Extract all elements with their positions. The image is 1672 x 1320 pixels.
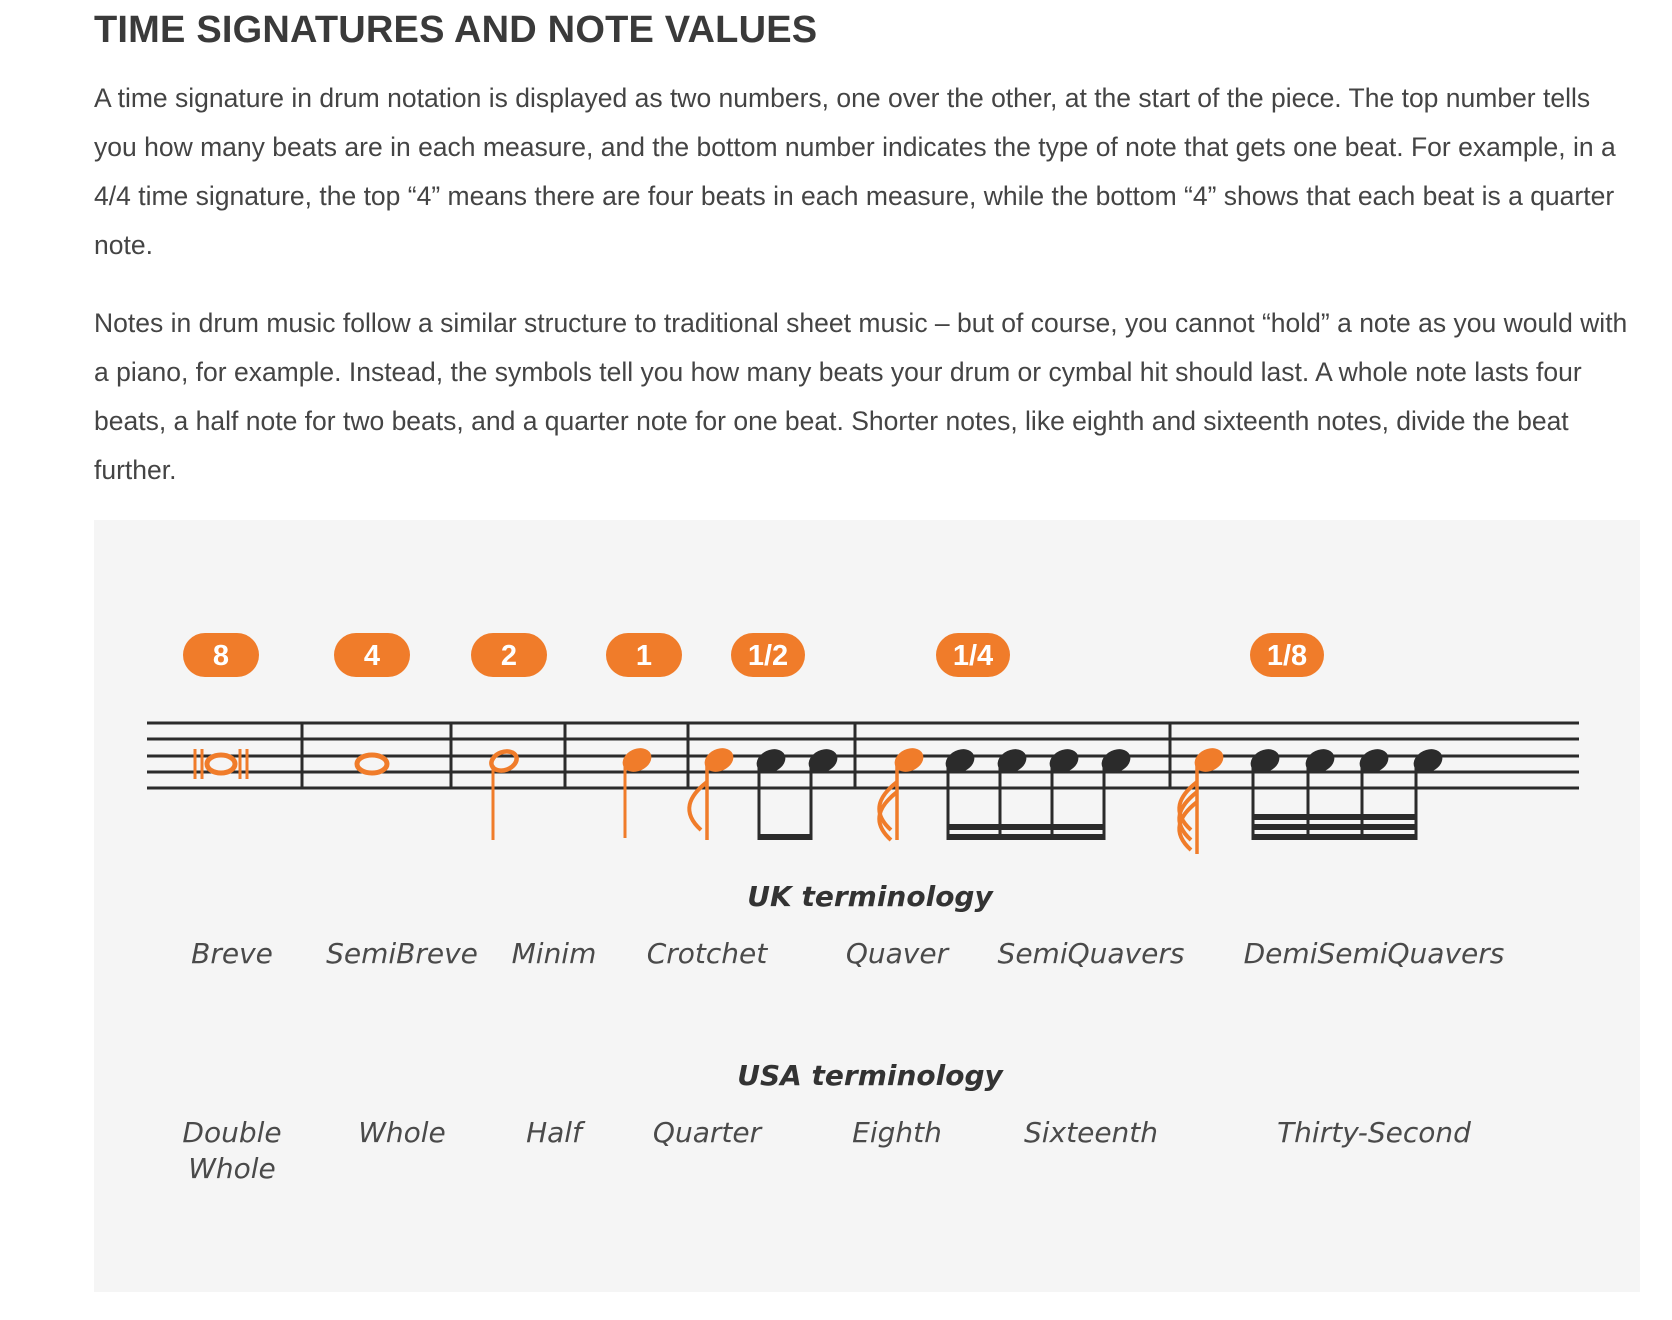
note-value-badge-text: 8 xyxy=(212,640,230,672)
paragraph-time-signature: A time signature in drum notation is displayed as two numbers, one over the other, at the start of the piece. The top number tells you how many beats are in each measure, and the bottom number indicates the type of note that gets one beat. For example, in a 4/4 time signature, the top “4” means there are four beats in each measure, while the bottom “4” shows that each beat is a quarter note. xyxy=(94,83,1616,260)
usa-term-label: Double xyxy=(182,1116,282,1149)
usa-terminology-heading: USA terminology xyxy=(737,1059,1003,1092)
demisemiquaver-beamed-group xyxy=(1247,745,1446,840)
uk-term-label: SemiQuavers xyxy=(997,937,1185,970)
usa-term-label: Whole xyxy=(188,1152,276,1185)
uk-term-label: SemiBreve xyxy=(326,937,478,970)
quaver-note xyxy=(689,744,737,840)
usa-term-label: Half xyxy=(526,1116,582,1149)
crotchet-note xyxy=(619,744,655,838)
article xyxy=(94,0,1640,495)
semibreve-note xyxy=(357,755,387,773)
note-value-badge-text: 1 xyxy=(635,640,653,672)
uk-term-label: Crotchet xyxy=(646,937,768,970)
semiquaver-beamed-group xyxy=(942,745,1134,840)
note-value-badge xyxy=(183,633,259,677)
note-value-badge-text: 2 xyxy=(500,640,518,672)
note-value-badge xyxy=(334,633,410,677)
paragraph-note-values: Notes in drum music follow a similar structure to traditional sheet music – but of course, you cannot “hold” a note as you would with a piano, for example. Instead, the symbols tell you how many beats your drum or cymbal hit should last. A whole note lasts four beats, a half note for two beats, and a quarter note for one beat. Shorter notes, like eighth and sixteenth notes, divide the beat further. xyxy=(94,308,1628,485)
semiquaver-note xyxy=(879,744,927,840)
usa-term-label: Whole xyxy=(358,1116,446,1149)
note-value-badge xyxy=(936,633,1010,677)
breve-note xyxy=(195,749,247,779)
note-values-figure xyxy=(94,520,1640,1292)
uk-term-label: DemiSemiQuavers xyxy=(1243,937,1505,970)
usa-term-label: Eighth xyxy=(852,1116,942,1149)
quaver-beamed-group xyxy=(753,745,841,840)
note-value-badge xyxy=(731,633,805,677)
uk-terminology-heading: UK terminology xyxy=(747,880,993,913)
note-value-badge xyxy=(606,633,682,677)
uk-term-label: Minim xyxy=(511,937,597,970)
uk-term-label: Quaver xyxy=(845,937,949,970)
usa-term-label: Quarter xyxy=(652,1116,762,1149)
page-title: TIME SIGNATURES AND NOTE VALUES xyxy=(94,9,818,51)
note-values-illustration xyxy=(94,520,1640,1292)
demisemiquaver-note xyxy=(1179,744,1227,854)
note-value-badge-text: 1/4 xyxy=(952,640,994,672)
uk-term-label: Breve xyxy=(191,937,273,970)
note-value-badge-text: 1/8 xyxy=(1266,640,1308,672)
minim-note xyxy=(489,748,520,840)
note-value-badge-text: 4 xyxy=(363,640,381,672)
usa-term-label: Sixteenth xyxy=(1023,1116,1159,1149)
usa-term-label: Thirty-Second xyxy=(1277,1116,1471,1149)
note-value-badge-text: 1/2 xyxy=(747,640,789,672)
note-value-badge xyxy=(1250,633,1324,677)
note-value-badge xyxy=(471,633,547,677)
